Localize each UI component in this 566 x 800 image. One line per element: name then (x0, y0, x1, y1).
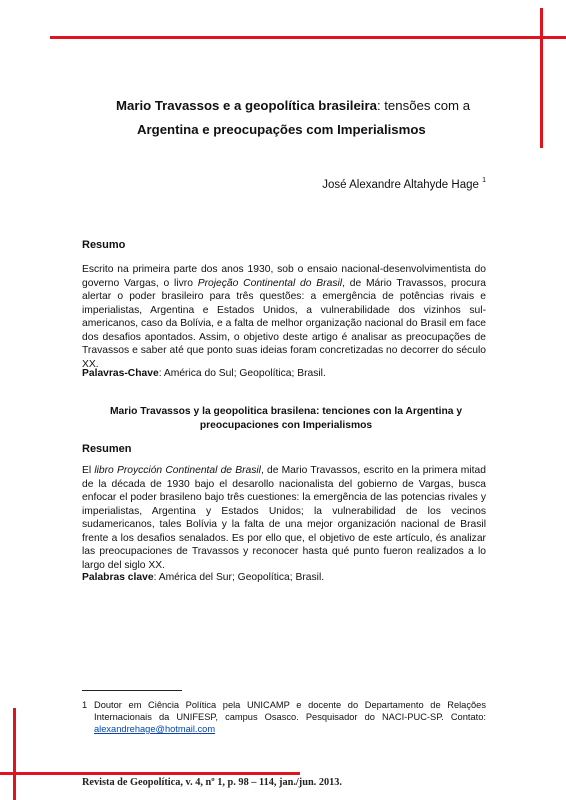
spanish-title (82, 405, 490, 433)
title-line1-main: Mario Travassos e a geopolítica brasileira (116, 98, 377, 113)
title-line1-rest: : tensões com a (376, 98, 471, 113)
resumen-text-1: El (82, 465, 95, 476)
resumo-paragraph (82, 263, 486, 371)
resumen-text-2: , de Mario Travassos, escrito en la primera mitad de la década de 1930 bajo el desarollo nacionalista del gobierno de Vargas, busca enfocar el poder brasileno bajo três cuestiones: la emergência de las potencias rivales y imperialistas, Argentina y Estados Unidos; la vulnerabilidad de los vecinos sudamericanos, tales Bolívia y la falta de una mejor organización nacional de Brasil frente a los desafios senalados. Es por ello que, el objetivo de este artículo, és analizar las preocupaciones de Travassos y reconocer hasta qué punto fueron realizados a lo largo del siglo XX. (82, 465, 486, 571)
article-title (116, 94, 516, 142)
title-line2: Argentina e preocupações com Imperialismos (137, 122, 426, 137)
resumen-paragraph (82, 464, 486, 572)
bottom-border-rule (0, 772, 300, 775)
resumo-text-2: , de Mário Travassos, procura alertar o poder brasileiro para três questões: a emergência de potências rivais e imperialistas, Argentina e Estados Unidos, a vulnerabilidade dos vizinhos sul-americanos, caso da Bolívia, e a falta de melhor organização nacional do Brasil em face dos desafios apontados. Assim, o objetivo deste artigo é analisar as preocupações de Travassos e saber até que ponto suas ideias foram concretizadas no decorrer do século XX. (82, 277, 487, 370)
journal-reference: Revista de Geopolítica, v. 4, nº 1, p. 98 – 114, jan./jun. 2013. (82, 777, 342, 788)
palabras-clave-values: : América del Sur; Geopolítica; Brasil. (153, 572, 325, 583)
footnote-number: 1 (82, 700, 88, 710)
palabras-clave-label: Palabras clave (82, 572, 154, 583)
footnote-separator (82, 690, 182, 691)
footnote-email-link[interactable]: alexandrehage@hotmail.com (94, 724, 216, 734)
right-border-rule (540, 8, 543, 148)
author-name-text: José Alexandre Altahyde Hage (322, 178, 479, 191)
author-name (322, 178, 486, 191)
left-border-rule (13, 708, 16, 800)
footnote (82, 699, 486, 735)
palavras-chave-label: Palavras-Chave (82, 368, 159, 379)
resumen-heading: Resumen (82, 443, 132, 455)
resumo-heading: Resumo (82, 239, 126, 251)
top-border-rule (50, 36, 566, 39)
resumo-text-1: Escrito na primeira parte dos anos 1930, sob o ensaio nacional-desenvolvimentista do governo Vargas, o livro (82, 264, 486, 289)
resumo-book-title: Projeção Continental do Brasil (197, 277, 343, 289)
palavras-chave-values: : América do Sul; Geopolítica; Brasil. (158, 368, 326, 379)
resumen-book-title: libro Proycción Continental de Brasil (94, 465, 261, 476)
footnote-text: Doutor em Ciência Política pela UNICAMP e docente do Departamento de Relações Internacionais da UNIFESP, campus Osasco. Pesquisador do NACI-PUC-SP. Contato: (94, 700, 486, 722)
spanish-title-line1: Mario Travassos y la geopolitica brasilena: tenciones con la Argentina y (109, 406, 463, 417)
palavras-chave (82, 368, 326, 379)
spanish-title-line2: preocupaciones con Imperialismos (199, 420, 373, 431)
palabras-clave (82, 572, 324, 583)
author-footnote-mark: 1 (482, 177, 486, 184)
